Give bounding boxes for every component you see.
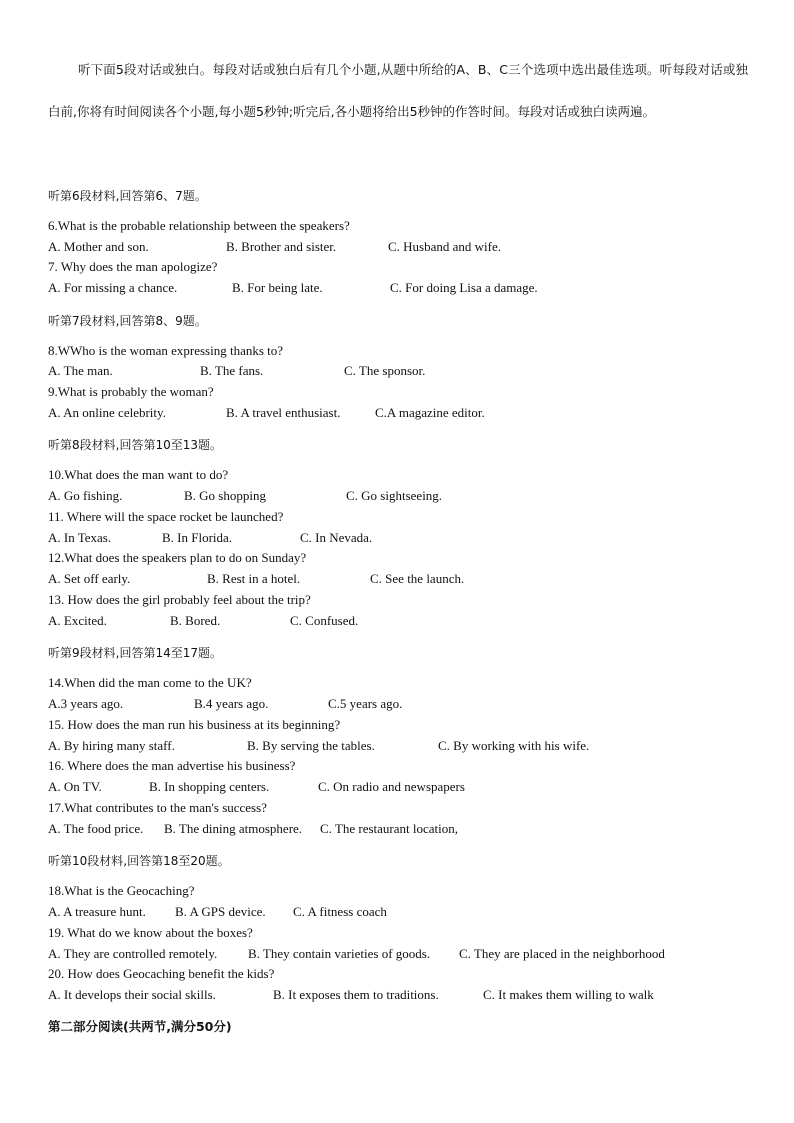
option-14-a: A.3 years ago.: [48, 696, 124, 711]
option-13-b: B. Bored.: [170, 613, 221, 628]
options-11: [48, 530, 748, 548]
options-17: [48, 821, 748, 839]
question-7: 7. Why does the man apologize?: [48, 259, 218, 274]
question-13: 13. How does the girl probably feel about the trip?: [48, 592, 311, 607]
question-19: 19. What do we know about the boxes?: [48, 925, 253, 940]
option-11-c: C. In Nevada.: [300, 530, 373, 545]
question-15: 15. How does the man run his business at its beginning?: [48, 717, 341, 732]
option-9-c: C.A magazine editor.: [375, 405, 485, 420]
question-8: 8.WWho is the woman expressing thanks to?: [48, 343, 284, 358]
option-16-b: B. In shopping centers.: [149, 779, 270, 794]
listening-instructions: 听下面5段对话或独白。每段对话或独白后有几个小题,从题中所给的A、B、C三个选项中选出最佳选项。听每段对话或独白前,你将有时间阅读各个小题,每小题5秒钟;听完后,各小题将给出5秒钟的作答时间。每段对话或独白读两遍。: [48, 62, 748, 119]
question-10: 10.What does the man want to do?: [48, 467, 229, 482]
options-12: [48, 571, 748, 589]
option-8-b: B. The fans.: [200, 363, 264, 378]
option-19-b: B. They contain varieties of goods.: [248, 946, 431, 961]
options-13: [48, 613, 748, 631]
option-13-c: C. Confused.: [290, 613, 359, 628]
option-20-a: A. It develops their social skills.: [48, 987, 216, 1002]
option-15-a: A. By hiring many staff.: [48, 738, 175, 753]
option-18-b: B. A GPS device.: [175, 904, 266, 919]
option-17-c: C. The restaurant location,: [320, 821, 459, 836]
option-14-c: C.5 years ago.: [328, 696, 403, 711]
option-6-c: C. Husband and wife.: [388, 239, 502, 254]
options-14: [48, 696, 748, 714]
option-7-b: B. For being late.: [232, 280, 323, 295]
question-17: 17.What contributes to the man's success?: [48, 800, 267, 815]
section-heading-8: 听第8段材料,回答第10至13题。: [48, 438, 222, 452]
option-17-b: B. The dining atmosphere.: [164, 821, 303, 836]
option-16-a: A. On TV.: [48, 779, 102, 794]
question-20: 20. How does Geocaching benefit the kids?: [48, 966, 275, 981]
options-20: [48, 987, 748, 1005]
option-10-b: B. Go shopping: [184, 488, 266, 503]
question-9: 9.What is probably the woman?: [48, 384, 214, 399]
option-14-b: B.4 years ago.: [194, 696, 269, 711]
option-19-c: C. They are placed in the neighborhood: [459, 946, 665, 961]
option-15-c: C. By working with his wife.: [438, 738, 590, 753]
option-15-b: B. By serving the tables.: [247, 738, 375, 753]
question-6: 6.What is the probable relationship between the speakers?: [48, 218, 350, 233]
option-18-a: A. A treasure hunt.: [48, 904, 146, 919]
option-10-c: C. Go sightseeing.: [346, 488, 443, 503]
section-heading-9: 听第9段材料,回答第14至17题。: [48, 646, 222, 660]
option-17-a: A. The food price.: [48, 821, 144, 836]
option-20-b: B. It exposes them to traditions.: [273, 987, 439, 1002]
question-12: 12.What does the speakers plan to do on Sunday?: [48, 550, 307, 565]
option-7-c: C. For doing Lisa a damage.: [390, 280, 538, 295]
options-15: [48, 738, 748, 756]
option-12-c: C. See the launch.: [370, 571, 465, 586]
option-9-b: B. A travel enthusiast.: [226, 405, 341, 420]
option-11-b: B. In Florida.: [162, 530, 233, 545]
option-13-a: A. Excited.: [48, 613, 107, 628]
option-6-b: B. Brother and sister.: [226, 239, 337, 254]
section-heading-10: 听第10段材料,回答第18至20题。: [48, 854, 230, 868]
option-8-c: C. The sponsor.: [344, 363, 426, 378]
options-18: [48, 904, 748, 922]
option-12-b: B. Rest in a hotel.: [207, 571, 301, 586]
option-8-a: A. The man.: [48, 363, 113, 378]
options-16: [48, 779, 748, 797]
options-6: [48, 239, 748, 257]
section-heading-6: 听第6段材料,回答第6、7题。: [48, 189, 207, 203]
options-8: [48, 363, 748, 381]
option-18-c: C. A fitness coach: [293, 904, 387, 919]
options-9: [48, 405, 748, 423]
option-10-a: A. Go fishing.: [48, 488, 123, 503]
question-11: 11. Where will the space rocket be launched?: [48, 509, 284, 524]
part-two-heading: 第二部分阅读(共两节,满分50分): [48, 1019, 232, 1034]
options-7: [48, 280, 748, 298]
option-9-a: A. An online celebrity.: [48, 405, 166, 420]
section-heading-7: 听第7段材料,回答第8、9题。: [48, 314, 207, 328]
options-10: [48, 488, 748, 506]
question-14: 14.When did the man come to the UK?: [48, 675, 252, 690]
option-7-a: A. For missing a chance.: [48, 280, 178, 295]
option-16-c: C. On radio and newspapers: [318, 779, 465, 794]
option-11-a: A. In Texas.: [48, 530, 112, 545]
option-12-a: A. Set off early.: [48, 571, 131, 586]
option-6-a: A. Mother and son.: [48, 239, 149, 254]
option-20-c: C. It makes them willing to walk: [483, 987, 654, 1002]
option-19-a: A. They are controlled remotely.: [48, 946, 218, 961]
question-18: 18.What is the Geocaching?: [48, 883, 195, 898]
question-16: 16. Where does the man advertise his business?: [48, 758, 296, 773]
options-19: [48, 946, 748, 964]
